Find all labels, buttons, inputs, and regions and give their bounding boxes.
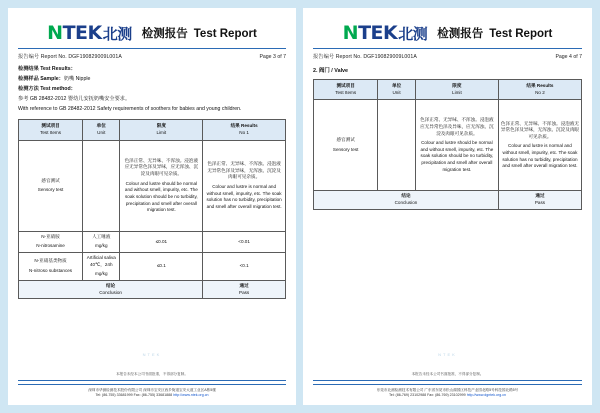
- report-no-value-right: DGF190829009L001A: [363, 54, 417, 60]
- cell-limit-nitroso: ≤0.1: [120, 253, 203, 281]
- page-gutter: [296, 0, 303, 413]
- table-conclusion-row: [19, 280, 286, 298]
- footer-divider2-left: [18, 384, 286, 385]
- cell-conclusion-label-right: 结论 Conclusion: [314, 191, 499, 209]
- report-no-label-right: 报告编号 Report No.: [313, 54, 362, 60]
- cell-item-nitrosamine: N-亚硝胺 N-nitrosamine: [19, 231, 83, 252]
- footer-divider-right: [313, 380, 582, 381]
- th-limit-right: 限度 Limit: [415, 80, 498, 100]
- ntek-logo-right: [343, 22, 428, 44]
- meta-line-1: 检测样品 Sample：奶嘴 Nipple: [18, 75, 91, 82]
- footer-address-right: 东莞市北测检测技术有限公司 广东省东莞市松山湖园区科技产业园北路5号科技园北路5号: [376, 387, 519, 392]
- footer-divider2-right: [313, 384, 582, 385]
- footer-note-right: 本报告未经本公司书面批准，不得部分复制。: [411, 371, 484, 376]
- header-divider-right: [313, 48, 582, 49]
- page-title-cn-right: 检测报告: [437, 28, 484, 40]
- logo-chinese: 北测: [102, 26, 132, 43]
- cell-item-nitroso: N-亚硝基类物质 N-nitroso substances: [19, 253, 83, 281]
- th-unit: 单位 Unit: [83, 120, 120, 140]
- document-page-left: [8, 8, 296, 405]
- document-page-right: [303, 8, 592, 405]
- cell-result-nitroso: <0.1: [203, 253, 286, 281]
- footer-address-left: 深圳市华测检测技术股份有限公司 深圳市宝安区西乡街道宝安大道工业区A栋5楼: [88, 387, 216, 392]
- footer-contact-left: Tel: (86-755) 33681999 Fax: (86-755) 33681888 http://www.ntek.org.cn: [95, 393, 209, 398]
- th-results: 结果 Results No 1: [203, 120, 286, 140]
- meta-line-3: 参考 GB 28482-2012 婴幼儿安抚奶嘴安全要求。: [18, 95, 131, 102]
- report-line-right: [313, 53, 582, 60]
- results-table-left: [18, 119, 286, 299]
- page-edge-right: [592, 0, 600, 413]
- table-header-row: [19, 120, 286, 140]
- table-conclusion-row: [314, 191, 582, 209]
- cell-item-sensory-right: 感官测试 Sensory test: [314, 100, 378, 191]
- logo-tek: TEK: [62, 22, 102, 44]
- page-title-right: [437, 25, 552, 41]
- ntek-logo: [47, 22, 132, 44]
- cell-conclusion-value-right: 通过 Pass: [498, 191, 581, 209]
- logo-chinese-right: 北测: [398, 26, 428, 43]
- th-test-items: 测试项目 Test Items: [19, 120, 83, 140]
- cell-result-sensory: 色泽正常、无异味、不浑浊。浸泡液无异常色泽及异味，无浑浊、沉淀及肉眼可见杂质。 Colour and lustre is normal and without smell, impurity, etc. The soak solution has no turbidity, precipitation and smell after overall migration test.: [203, 140, 286, 231]
- th-limit: 限度 Limit: [120, 120, 203, 140]
- page-edge-left: [0, 0, 8, 413]
- cell-conclusion-value: 通过 Pass: [203, 280, 286, 298]
- watermark-left: NTEK: [142, 352, 162, 357]
- meta-line-2: 检测方法 Test method：: [18, 85, 76, 92]
- logo-tek-right: TEK: [358, 22, 398, 44]
- cell-limit-sensory: 色泽正常、无异味、不浑浊。浸泡液应无异常色泽及异味，应无浑浊、沉淀及肉眼可见杂质。 Colour and lustre should be normal and without smell, impurity, etc. The soak solution should be no turbidity, precipitation and smell after overall migration test.: [120, 140, 203, 231]
- footer-divider-left: [18, 380, 286, 381]
- logo-n-right: N: [342, 22, 359, 44]
- th-results-right: 结果 Results No 2: [498, 80, 581, 100]
- th-test-items-right: 测试项目 Test Items: [314, 80, 378, 100]
- cell-result-nitrosamine: <0.01: [203, 231, 286, 252]
- page-number-right: Page 4 of 7: [555, 54, 582, 60]
- th-unit-right: 单位 Unit: [378, 80, 416, 100]
- cell-unit-nitrosamine: 人工唾液 mg/kg: [83, 231, 120, 252]
- page-footer-left: [18, 372, 286, 399]
- header-divider: [18, 48, 286, 49]
- page-title-en-right: Test Report: [489, 28, 553, 40]
- meta-line-0: 检测结果 Test Results：: [18, 66, 76, 72]
- page-number-left: Page 3 of 7: [259, 54, 286, 60]
- table-row: [19, 140, 286, 231]
- report-line-left: [18, 53, 286, 60]
- test-results-meta: [18, 65, 286, 114]
- page-title-cn: 检测报告: [141, 28, 188, 40]
- cell-limit-nitrosamine: ≤0.01: [120, 231, 203, 252]
- table-header-row: [314, 80, 582, 100]
- report-no-value-left: DGF190829009L001A: [68, 54, 122, 60]
- watermark-right: NTEK: [438, 352, 457, 357]
- table-row: [19, 231, 286, 252]
- table-row: [19, 253, 286, 281]
- footer-note-left: 本报告未经本公司书面批准，不得部分复制。: [116, 371, 188, 376]
- page-footer-right: [313, 372, 582, 399]
- footer-link-right[interactable]: http://www.dgntek.org.cn: [466, 393, 507, 398]
- page-header-right: [313, 16, 582, 44]
- table-row: [314, 100, 582, 191]
- report-no-label-left: 报告编号 Report No.: [18, 54, 67, 60]
- page-title: [142, 25, 257, 41]
- cell-limit-sensory-right: 色泽正常、无异味、不浑浊。浸泡液应无异常色泽及异味，应无浑浊、沉淀及肉眼可见杂质。 Colour and lustre should be normal and without smell, impurity, etc. The soak solution should be no turbidity, precipitation and smell after overall migration test.: [415, 100, 498, 191]
- footer-contact-right: Tel: (86-769) 23102988 Fax: (86-769) 23102999 http://www.dgntek.org.cn: [388, 393, 507, 398]
- cell-unit-nitroso: Artificial saliva 40℃，24h mg/kg: [83, 253, 120, 281]
- page-header: [18, 16, 286, 44]
- cell-conclusion-label: 结论 Conclusion: [19, 280, 203, 298]
- footer-link-left[interactable]: http://www.ntek.org.cn: [173, 393, 209, 398]
- section-label-valve: 2. 阀门 / Valve: [313, 68, 349, 74]
- logo-n: N: [47, 22, 63, 44]
- cell-result-sensory-right: 色泽正常、无异味、不浑浊。浸泡液无异常色泽及异味，无浑浊、沉淀及肉眼可见杂质。 Colour and lustre is normal and without smell, impurity, etc. The soak solution has no turbidity, precipitation and smell after overall migration test.: [498, 100, 581, 191]
- cell-item-sensory: 感官测试 Sensory test: [19, 140, 83, 231]
- page-title-en: Test Report: [193, 28, 257, 40]
- cell-unit-sensory: [83, 140, 120, 231]
- meta-line-4: With reference to GB 28482-2012 Safety requirements of soothers for babies and young children.: [18, 105, 242, 112]
- results-table-right: [313, 79, 582, 210]
- cell-unit-sensory-right: [378, 100, 416, 191]
